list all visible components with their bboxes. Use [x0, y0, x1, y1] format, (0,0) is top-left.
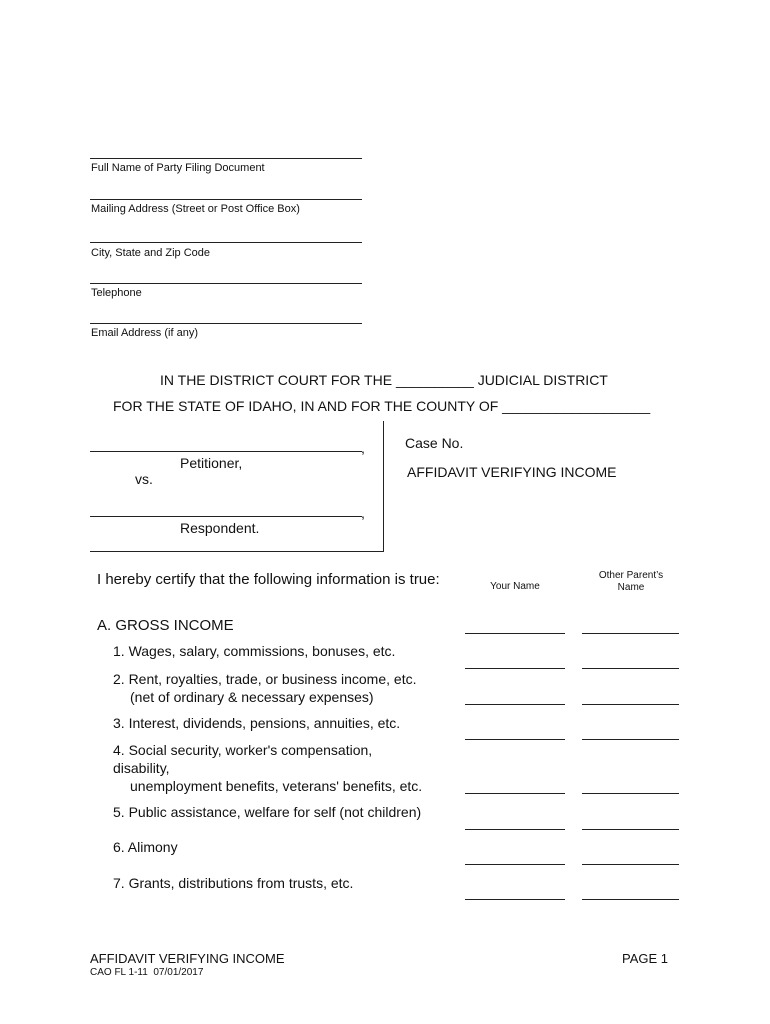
- income-item-6: 6. Alimony: [113, 839, 178, 855]
- caption-box-bottom: [90, 551, 384, 552]
- income-item-2-sub: (net of ordinary & necessary expenses): [130, 689, 374, 705]
- your-name-blank-1[interactable]: [465, 668, 565, 669]
- income-item-4-cont: disability,: [113, 760, 170, 776]
- vs-label: vs.: [135, 471, 153, 487]
- other-parent-blank-5[interactable]: [582, 829, 679, 830]
- income-item-3: 3. Interest, dividends, pensions, annuities, etc.: [113, 715, 401, 731]
- your-name-blank-5[interactable]: [465, 829, 565, 830]
- column-header-your-name: Your Name: [490, 581, 540, 592]
- full-name-label: Full Name of Party Filing Document: [91, 162, 265, 174]
- other-parent-blank-gross[interactable]: [582, 633, 679, 634]
- petitioner-label: Petitioner,: [180, 455, 243, 471]
- email-line[interactable]: [90, 323, 362, 324]
- income-item-7: 7. Grants, distributions from trusts, etc.: [113, 875, 354, 891]
- other-parent-blank-1[interactable]: [582, 668, 679, 669]
- petitioner-comma: ,: [361, 440, 365, 456]
- income-item-4-sub: unemployment benefits, veterans' benefits, etc.: [130, 778, 423, 794]
- mailing-address-label: Mailing Address (Street or Post Office Box): [91, 203, 300, 215]
- telephone-label: Telephone: [91, 287, 142, 299]
- court-caption-line2: FOR THE STATE OF IDAHO, IN AND FOR THE COUNTY OF ___________________: [113, 398, 651, 414]
- gross-income-heading: A. GROSS INCOME: [97, 617, 234, 634]
- respondent-comma: ,: [361, 505, 365, 521]
- column-header-other-line2: Name: [617, 582, 645, 593]
- other-parent-blank-6[interactable]: [582, 864, 679, 865]
- email-label: Email Address (if any): [91, 327, 198, 339]
- your-name-blank-3[interactable]: [465, 739, 565, 740]
- caption-box-divider: [383, 421, 384, 552]
- income-item-2: 2. Rent, royalties, trade, or business income, etc.: [113, 671, 417, 687]
- respondent-line[interactable]: [90, 516, 362, 517]
- income-item-1: 1. Wages, salary, commissions, bonuses, etc.: [113, 643, 396, 659]
- your-name-blank-2[interactable]: [465, 704, 565, 705]
- income-item-4: 4. Social security, worker's compensation,: [113, 742, 373, 758]
- court-caption-line1: IN THE DISTRICT COURT FOR THE __________ JUDICIAL DISTRICT: [160, 372, 608, 388]
- petitioner-line[interactable]: [90, 451, 362, 452]
- your-name-blank-7[interactable]: [465, 899, 565, 900]
- full-name-line[interactable]: [90, 158, 362, 159]
- other-parent-blank-7[interactable]: [582, 899, 679, 900]
- footer-page-number: PAGE 1: [622, 951, 669, 966]
- other-parent-blank-2[interactable]: [582, 704, 679, 705]
- your-name-blank-4[interactable]: [465, 793, 565, 794]
- document-title: AFFIDAVIT VERIFYING INCOME: [407, 464, 617, 480]
- respondent-label: Respondent.: [180, 520, 260, 536]
- other-parent-blank-4[interactable]: [582, 793, 679, 794]
- city-state-zip-line[interactable]: [90, 242, 362, 243]
- telephone-line[interactable]: [90, 283, 362, 284]
- column-header-other-line1: Other Parent’s: [598, 570, 664, 581]
- certify-statement: I hereby certify that the following information is true:: [97, 571, 440, 588]
- your-name-blank-gross[interactable]: [465, 633, 565, 634]
- footer-form-code: CAO FL 1-11 07/01/2017: [90, 967, 204, 978]
- mailing-address-line[interactable]: [90, 199, 362, 200]
- income-item-5: 5. Public assistance, welfare for self (not children): [113, 804, 422, 820]
- city-state-zip-label: City, State and Zip Code: [91, 247, 211, 259]
- your-name-blank-6[interactable]: [465, 864, 565, 865]
- column-header-other-parent: [581, 570, 681, 594]
- footer-title: AFFIDAVIT VERIFYING INCOME: [90, 951, 285, 966]
- other-parent-blank-3[interactable]: [582, 739, 679, 740]
- case-number-label: Case No.: [405, 435, 464, 451]
